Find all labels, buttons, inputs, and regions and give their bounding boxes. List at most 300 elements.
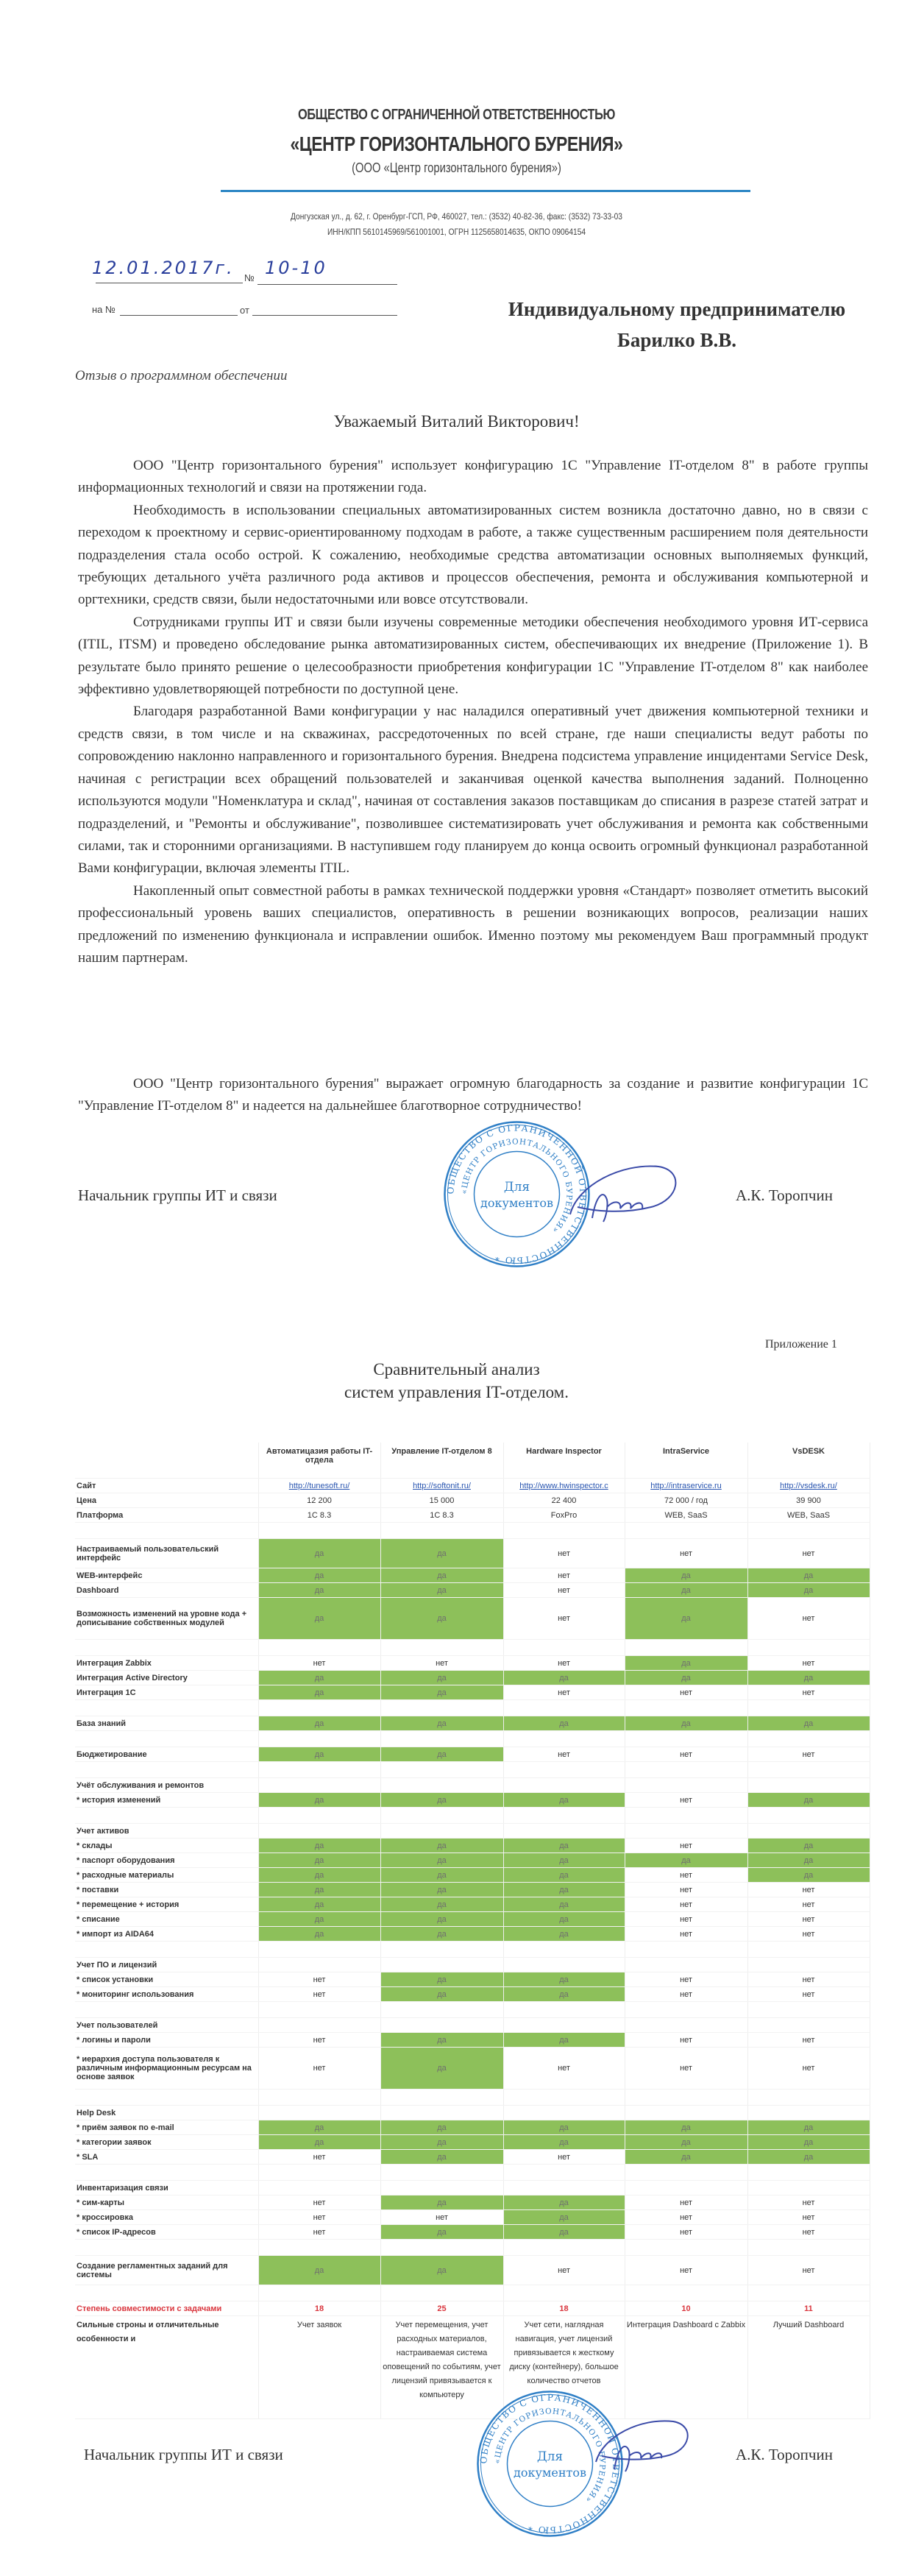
feature-label: * категории заявок — [75, 2135, 258, 2150]
feature-group-header — [75, 2106, 870, 2120]
feature-row — [75, 1656, 870, 1671]
spacer-cell — [258, 2240, 380, 2256]
column-header: Автоматицазия работы IT-отдела — [258, 1443, 380, 1479]
appendix-title-line1: Сравнительный анализ — [373, 1360, 540, 1379]
feature-group-header — [75, 2018, 870, 2033]
spacer-row — [75, 2090, 870, 2106]
spacer-cell — [75, 1808, 258, 1824]
svg-text:Для: Для — [503, 1180, 530, 1195]
letter-body — [78, 455, 868, 969]
feature-no: нет — [747, 1987, 870, 2002]
feature-yes: да — [258, 2120, 380, 2135]
spacer-cell — [625, 2165, 747, 2181]
feature-no: нет — [625, 2210, 747, 2225]
feature-label: Учет активов — [75, 1824, 258, 1839]
letter-greeting: Уважаемый Виталий Викторович! — [333, 412, 580, 431]
signer-name: А.К. Торопчин — [736, 1186, 833, 1204]
spacer-cell — [503, 1762, 625, 1778]
letter-subject: Отзыв о программном обеспечении — [75, 368, 288, 383]
feature-no: нет — [747, 1656, 870, 1671]
feature-row — [75, 1853, 870, 1868]
table-header-row — [75, 1443, 870, 1479]
feature-yes: да — [380, 1793, 503, 1808]
score-value: 18 — [258, 2301, 380, 2316]
feature-label: Создание регламентных заданий для системы — [75, 2256, 258, 2285]
feature-yes: да — [503, 1987, 625, 2002]
spacer-cell — [503, 1731, 625, 1747]
feature-yes: да — [380, 2195, 503, 2210]
cell-value: 15 000 — [380, 1493, 503, 1508]
feature-yes: да — [625, 1598, 747, 1640]
feature-yes: да — [258, 2135, 380, 2150]
feature-label: Бюджетирование — [75, 1747, 258, 1762]
empty-cell — [625, 2181, 747, 2195]
strengths-value: Учет перемещения, учет расходных материалов, настраиваемая система оповещений по событиям, учет лицензий привязывается к компьютеру — [380, 2316, 503, 2419]
feature-yes: да — [380, 1598, 503, 1640]
feature-no: нет — [258, 2195, 380, 2210]
empty-cell — [747, 2181, 870, 2195]
spacer-cell — [747, 1808, 870, 1824]
site-link-cell[interactable] — [625, 1479, 747, 1493]
feature-no: нет — [747, 1685, 870, 1700]
feature-yes: да — [747, 1868, 870, 1883]
spacer-cell — [380, 2285, 503, 2301]
company-legal-form: ОБЩЕСТВО С ОГРАНИЧЕННОЙ ОТВЕТСТВЕННОСТЬЮ — [297, 107, 616, 123]
feature-no: нет — [747, 2033, 870, 2048]
feature-no: нет — [625, 1883, 747, 1897]
feature-yes: да — [503, 1839, 625, 1853]
cell-value: 1С 8.3 — [258, 1508, 380, 1523]
feature-yes: да — [380, 1671, 503, 1685]
feature-no: нет — [625, 1972, 747, 1987]
outgoing-date: 12.01.2017г. — [92, 258, 235, 278]
feature-yes: да — [258, 2256, 380, 2285]
spacer-row — [75, 1762, 870, 1778]
spacer-cell — [503, 2285, 625, 2301]
feature-yes: да — [380, 1747, 503, 1762]
feature-yes: да — [258, 1539, 380, 1568]
site-link[interactable]: http://softonit.ru/ — [413, 1481, 471, 1490]
feature-yes: да — [747, 1568, 870, 1583]
site-link-cell[interactable] — [747, 1479, 870, 1493]
cell-value: 12 200 — [258, 1493, 380, 1508]
spacer-cell — [625, 1942, 747, 1958]
cell-value: 72 000 / год — [625, 1493, 747, 1508]
spacer-cell — [503, 2165, 625, 2181]
feature-no: нет — [625, 1793, 747, 1808]
site-link-cell[interactable] — [380, 1479, 503, 1493]
feature-no: нет — [258, 2150, 380, 2165]
spacer-cell — [258, 2165, 380, 2181]
body-paragraph: ООО "Центр горизонтального бурения" использует конфигурацию 1С "Управление IT-отделом 8" в работе группы информационных технологий и связи на протяжении года. — [78, 458, 868, 496]
table-row — [75, 1508, 870, 1523]
feature-no: нет — [380, 2210, 503, 2225]
feature-no: нет — [625, 2256, 747, 2285]
feature-no: нет — [503, 1598, 625, 1640]
feature-group-header — [75, 1778, 870, 1793]
body-paragraph: Накопленный опыт совместной работы в рамках технической поддержки уровня «Стандарт» позволяет отметить высокий профессиональный уровень ваших специалистов, оперативность в решении возникающих вопросов, реализации наших предложений по изменению функционала и исправлении ошибок. Именно поэтому мы рекомендуем Ваш программный продукт нашим партнерам. — [78, 882, 868, 966]
spacer-cell — [380, 2090, 503, 2106]
feature-row — [75, 1685, 870, 1700]
spacer-cell — [380, 1942, 503, 1958]
feature-yes: да — [380, 1883, 503, 1897]
feature-yes: да — [625, 1716, 747, 1731]
score-value: 25 — [380, 2301, 503, 2316]
company-name: «ЦЕНТР ГОРИЗОНТАЛЬНОГО БУРЕНИЯ» — [290, 132, 623, 155]
reply-number-field — [120, 315, 238, 316]
spacer-cell — [380, 1523, 503, 1539]
spacer-cell — [625, 1808, 747, 1824]
letterhead-divider — [221, 190, 750, 192]
empty-cell — [258, 1824, 380, 1839]
feature-yes: да — [380, 1912, 503, 1927]
feature-no: нет — [747, 2256, 870, 2285]
feature-yes: да — [258, 1927, 380, 1942]
feature-yes: да — [258, 1747, 380, 1762]
feature-yes: да — [380, 1972, 503, 1987]
spacer-cell — [625, 2002, 747, 2018]
feature-yes: да — [380, 2048, 503, 2090]
feature-label: * список IP-адресов — [75, 2225, 258, 2240]
feature-no: нет — [258, 2225, 380, 2240]
feature-yes: да — [258, 1583, 380, 1598]
feature-yes: да — [503, 1927, 625, 1942]
feature-yes: да — [625, 2150, 747, 2165]
svg-text:ОБЩЕСТВО С ОГРАНИЧЕННОЙ ОТВЕТС: ОБЩЕСТВО С ОГРАНИЧЕННОЙ ОТВЕТСТВЕННОСТЬЮ * — [445, 1122, 589, 1266]
strengths-value: Интеграция Dashboard с Zabbix — [625, 2316, 747, 2419]
feature-yes: да — [380, 1685, 503, 1700]
spacer-row — [75, 2285, 870, 2301]
feature-yes: да — [380, 1539, 503, 1568]
reply-from-label: от — [240, 305, 249, 316]
feature-yes: да — [380, 2150, 503, 2165]
spacer-cell — [747, 1640, 870, 1656]
spacer-cell — [503, 2002, 625, 2018]
feature-label: * паспорт оборудования — [75, 1853, 258, 1868]
spacer-row — [75, 1523, 870, 1539]
empty-cell — [380, 2181, 503, 2195]
spacer-cell — [75, 1640, 258, 1656]
spacer-cell — [503, 1700, 625, 1716]
feature-yes: да — [625, 1568, 747, 1583]
feature-no: нет — [258, 1987, 380, 2002]
feature-yes: да — [503, 1793, 625, 1808]
feature-label: Инвентаризация связи — [75, 2181, 258, 2195]
header-empty — [75, 1443, 258, 1479]
feature-row — [75, 1747, 870, 1762]
appendix-title — [0, 1358, 913, 1404]
feature-no: нет — [503, 1539, 625, 1568]
feature-yes: да — [380, 2033, 503, 2048]
empty-cell — [625, 1824, 747, 1839]
appendix-title-line2: систем управления IT-отделом. — [344, 1383, 569, 1401]
feature-group-header — [75, 1958, 870, 1972]
feature-no: нет — [625, 1987, 747, 2002]
cell-value: 22 400 — [503, 1493, 625, 1508]
feature-yes: да — [503, 1716, 625, 1731]
feature-row — [75, 2048, 870, 2090]
empty-cell — [258, 1778, 380, 1793]
spacer-cell — [747, 2165, 870, 2181]
number-label: № — [244, 272, 255, 283]
feature-yes: да — [380, 1716, 503, 1731]
feature-yes: да — [503, 2225, 625, 2240]
feature-label: * списание — [75, 1912, 258, 1927]
empty-cell — [258, 2106, 380, 2120]
feature-yes: да — [503, 1868, 625, 1883]
feature-no: нет — [380, 1656, 503, 1671]
column-header: Hardware Inspector — [503, 1443, 625, 1479]
feature-yes: да — [258, 1868, 380, 1883]
spacer-cell — [380, 1808, 503, 1824]
feature-row — [75, 2256, 870, 2285]
feature-yes: да — [625, 2135, 747, 2150]
spacer-cell — [380, 1700, 503, 1716]
feature-label: * поставки — [75, 1883, 258, 1897]
feature-yes: да — [503, 1883, 625, 1897]
spacer-cell — [625, 1762, 747, 1778]
company-address: Донгузская ул., д. 62, г. Оренбург-ГСП, РФ, 460027, тел.: (3532) 40-82-36, факс: (3532) 73-33-03 — [291, 211, 622, 222]
feature-row — [75, 1972, 870, 1987]
svg-text:«ЦЕНТР ГОРИЗОНТАЛЬНОГО БУРЕНИЯ: «ЦЕНТР ГОРИЗОНТАЛЬНОГО БУРЕНИЯ» — [493, 2407, 607, 2505]
svg-text:«ЦЕНТР ГОРИЗОНТАЛЬНОГО БУРЕНИЯ: «ЦЕНТР ГОРИЗОНТАЛЬНОГО БУРЕНИЯ» — [460, 1137, 574, 1235]
spacer-row — [75, 2165, 870, 2181]
feature-no: нет — [625, 1912, 747, 1927]
empty-cell — [625, 2106, 747, 2120]
feature-yes: да — [503, 2033, 625, 2048]
spacer-cell — [503, 2240, 625, 2256]
company-requisites: ИНН/КПП 5610145969/561001001, ОГРН 1125658014635, ОКПО 09064154 — [327, 227, 586, 237]
feature-yes: да — [503, 1853, 625, 1868]
empty-cell — [380, 2018, 503, 2033]
empty-cell — [625, 1778, 747, 1793]
feature-yes: да — [380, 1839, 503, 1853]
spacer-cell — [747, 1523, 870, 1539]
spacer-cell — [75, 1762, 258, 1778]
feature-row — [75, 1927, 870, 1942]
spacer-row — [75, 1808, 870, 1824]
feature-yes: да — [380, 1853, 503, 1868]
feature-label: Возможность изменений на уровне кода + дописывание собственных модулей — [75, 1598, 258, 1640]
spacer-cell — [625, 1523, 747, 1539]
feature-no: нет — [747, 1897, 870, 1912]
feature-no: нет — [503, 2150, 625, 2165]
feature-label: Настраиваемый пользовательский интерфейс — [75, 1539, 258, 1568]
feature-label: Учет ПО и лицензий — [75, 1958, 258, 1972]
cell-value: WEB, SaaS — [747, 1508, 870, 1523]
feature-label: * SLA — [75, 2150, 258, 2165]
empty-cell — [258, 2181, 380, 2195]
appendix-label: Приложение 1 — [765, 1338, 837, 1351]
feature-label: * кроссировка — [75, 2210, 258, 2225]
spacer-cell — [625, 1700, 747, 1716]
feature-row — [75, 2150, 870, 2165]
letter-closing — [78, 1073, 868, 1118]
body-paragraph: Необходимость в использовании специальных автоматизированных систем возникла достаточно давно, но в связи с переходом к проектному и сервис-ориентированному подходам в работе, а также существенным расширением поля деятельности подразделения стала особо острой. К сожалению, необходимые средства автоматизации основных выполняемых функций, требующих детального учёта различного рода активов и процессов обеспечения, ремонта и обслуживания компьютерной и оргтехники, средств связи, были недостаточными или вовсе отсутствовали. — [78, 502, 868, 608]
feature-label: Учёт обслуживания и ремонтов — [75, 1778, 258, 1793]
feature-label: Интеграция 1С — [75, 1685, 258, 1700]
feature-yes: да — [380, 2256, 503, 2285]
signer-position-appendix: Начальник группы ИТ и связи — [84, 2446, 283, 2463]
feature-row — [75, 1716, 870, 1731]
spacer-cell — [747, 2002, 870, 2018]
feature-yes: да — [258, 1897, 380, 1912]
spacer-cell — [625, 2240, 747, 2256]
feature-row — [75, 1897, 870, 1912]
site-link-cell[interactable] — [503, 1479, 625, 1493]
table-row — [75, 1493, 870, 1508]
spacer-row — [75, 2240, 870, 2256]
empty-cell — [258, 2018, 380, 2033]
feature-row — [75, 1883, 870, 1897]
feature-yes: да — [258, 1685, 380, 1700]
feature-label: * расходные материалы — [75, 1868, 258, 1883]
cell-value: 39 900 — [747, 1493, 870, 1508]
spacer-row — [75, 2002, 870, 2018]
feature-row — [75, 1598, 870, 1640]
spacer-cell — [747, 2285, 870, 2301]
spacer-cell — [380, 1640, 503, 1656]
spacer-cell — [380, 2002, 503, 2018]
feature-label: * перемещение + история — [75, 1897, 258, 1912]
feature-row — [75, 2210, 870, 2225]
feature-row — [75, 1793, 870, 1808]
feature-label: * склады — [75, 1839, 258, 1853]
row-label: Сайт — [75, 1479, 258, 1493]
row-label: Платформа — [75, 1508, 258, 1523]
feature-yes: да — [625, 1671, 747, 1685]
feature-no: нет — [625, 1839, 747, 1853]
empty-cell — [503, 1778, 625, 1793]
cell-value: FoxPro — [503, 1508, 625, 1523]
column-header: VsDESK — [747, 1443, 870, 1479]
spacer-row — [75, 1731, 870, 1747]
spacer-cell — [258, 1523, 380, 1539]
feature-no: нет — [625, 1747, 747, 1762]
feature-label: Учет пользователей — [75, 2018, 258, 2033]
site-link[interactable]: http://intraservice.ru — [650, 1481, 722, 1490]
feature-yes: да — [258, 1671, 380, 1685]
feature-yes: да — [258, 1839, 380, 1853]
score-value: 10 — [625, 2301, 747, 2316]
feature-yes: да — [258, 1598, 380, 1640]
spacer-cell — [747, 1762, 870, 1778]
site-link[interactable]: http://vsdesk.ru/ — [780, 1481, 837, 1490]
feature-yes: да — [503, 2120, 625, 2135]
site-link-cell[interactable] — [258, 1479, 380, 1493]
feature-no: нет — [503, 1568, 625, 1583]
spacer-cell — [747, 2090, 870, 2106]
feature-no: нет — [258, 2210, 380, 2225]
feature-yes: да — [625, 1583, 747, 1598]
feature-yes: да — [380, 1868, 503, 1883]
spacer-cell — [258, 2090, 380, 2106]
empty-cell — [380, 1824, 503, 1839]
strengths-value: Учет сети, наглядная навигация, учет лицензий привязывается к жесткому диску (контейнеру), большое количество отчетов — [503, 2316, 625, 2419]
feature-row — [75, 1671, 870, 1685]
feature-no: нет — [747, 1539, 870, 1568]
feature-yes: да — [380, 1568, 503, 1583]
feature-yes: да — [747, 1583, 870, 1598]
spacer-cell — [75, 2285, 258, 2301]
feature-row — [75, 2225, 870, 2240]
spacer-cell — [258, 1762, 380, 1778]
feature-no: нет — [258, 2033, 380, 2048]
feature-yes: да — [258, 1716, 380, 1731]
feature-yes: да — [503, 1912, 625, 1927]
body-paragraph: Сотрудниками группы ИТ и связи были изучены современные методики обеспечения необходимого уровня ИТ-сервиса (ITIL, ITSM) и проведено обследование рынка автоматизированных систем, обеспечивающих их внедрение (Приложение 1). В результате было принято решение о целесообразности приобретения конфигурации 1С "Управление IT-отделом 8" как наиболее эффективно удовлетворяющей потребности по доступной цене. — [78, 614, 868, 698]
addressee-name: Барилко В.В. — [617, 329, 737, 351]
feature-label: * история изменений — [75, 1793, 258, 1808]
feature-no: нет — [747, 2048, 870, 2090]
score-value: 18 — [503, 2301, 625, 2316]
empty-cell — [747, 1824, 870, 1839]
reply-number-label: на № — [92, 304, 116, 315]
feature-yes: да — [258, 1568, 380, 1583]
cell-value: 1С 8.3 — [380, 1508, 503, 1523]
svg-text:документов: документов — [514, 2466, 586, 2480]
comparison-table — [75, 1443, 870, 2419]
feature-row — [75, 1987, 870, 2002]
spacer-cell — [75, 2090, 258, 2106]
spacer-cell — [503, 1523, 625, 1539]
spacer-cell — [75, 2002, 258, 2018]
site-link[interactable]: http://tunesoft.ru/ — [288, 1481, 350, 1490]
feature-row — [75, 1539, 870, 1568]
svg-text:Для: Для — [536, 2449, 564, 2464]
feature-row — [75, 1868, 870, 1883]
spacer-cell — [75, 1942, 258, 1958]
empty-cell — [503, 1824, 625, 1839]
table-row — [75, 1479, 870, 1493]
spacer-cell — [258, 1942, 380, 1958]
feature-yes: да — [258, 1912, 380, 1927]
feature-no: нет — [503, 2048, 625, 2090]
spacer-cell — [625, 2090, 747, 2106]
spacer-row — [75, 1640, 870, 1656]
feature-no: нет — [625, 1685, 747, 1700]
feature-yes: да — [625, 2120, 747, 2135]
spacer-cell — [747, 1700, 870, 1716]
feature-no: нет — [747, 1972, 870, 1987]
feature-label: Dashboard — [75, 1583, 258, 1598]
handwritten-signature-icon — [563, 1156, 688, 1240]
spacer-cell — [75, 1523, 258, 1539]
feature-yes: да — [380, 1987, 503, 2002]
feature-yes: да — [747, 1671, 870, 1685]
number-underline — [257, 284, 397, 285]
signer-name-appendix: А.К. Торопчин — [736, 2446, 833, 2463]
feature-no: нет — [625, 1868, 747, 1883]
spacer-cell — [625, 1731, 747, 1747]
empty-cell — [503, 2181, 625, 2195]
feature-no: нет — [625, 1897, 747, 1912]
feature-no: нет — [503, 2256, 625, 2285]
empty-cell — [747, 2018, 870, 2033]
feature-no: нет — [258, 1656, 380, 1671]
strengths-value: Лучший Dashboard — [747, 2316, 870, 2419]
spacer-cell — [75, 2240, 258, 2256]
feature-no: нет — [625, 2225, 747, 2240]
empty-cell — [503, 1958, 625, 1972]
site-link[interactable]: http://www.hwinspector.c — [519, 1481, 608, 1490]
feature-label: * логины и пароли — [75, 2033, 258, 2048]
feature-yes: да — [503, 1897, 625, 1912]
spacer-cell — [258, 2285, 380, 2301]
empty-cell — [747, 1778, 870, 1793]
spacer-cell — [258, 1640, 380, 1656]
feature-yes: да — [747, 1853, 870, 1868]
